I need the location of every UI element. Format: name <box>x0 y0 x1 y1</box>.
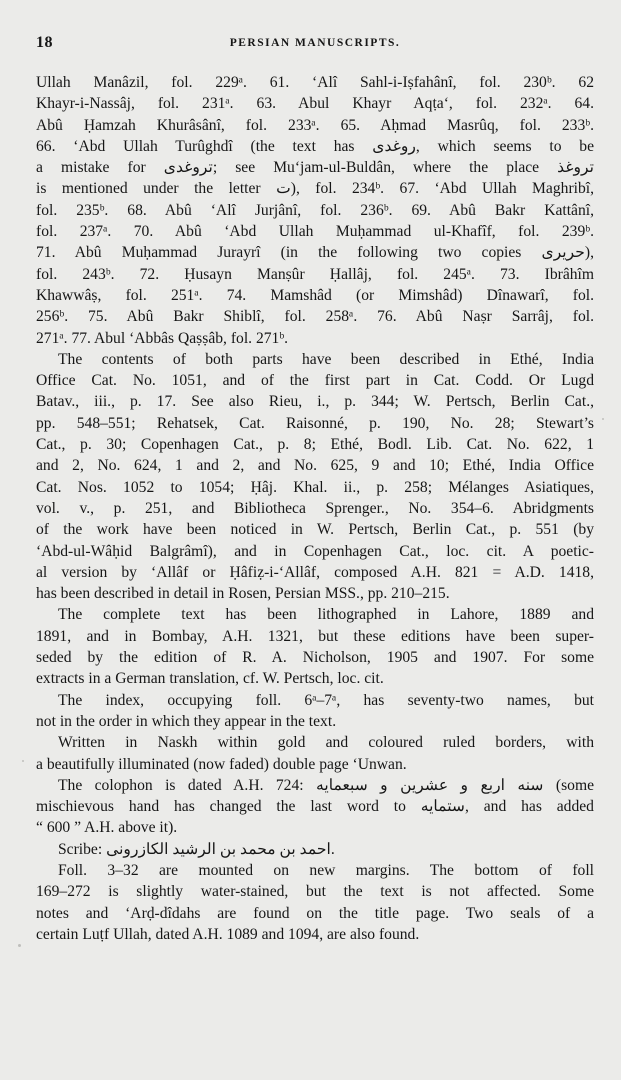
text-line: a beautifully illuminated (now faded) double page ‘Unwan. <box>36 755 407 773</box>
text-line: Batav., iii., p. 17. See also Rieu, i., p. 344; W. Pertsch, Berlin Cat., <box>36 393 594 411</box>
page-number: 18 <box>36 34 53 51</box>
text-line: 256ᵇ. 75. Abû Bakr Shiblî, fol. 258ᵃ. 76. Abû Naṣr Sarrâj, fol. <box>36 308 594 326</box>
text-line: Foll. 3–32 are mounted on new margins. The bottom of foll <box>58 861 594 879</box>
text-line: vol. v., p. 251, and Bibliotheca Sprenger., No. 354–6. Abridgments <box>36 499 594 517</box>
text-line: not in the order in which they appear in the text. <box>36 712 337 730</box>
text-line: Abû Ḥamzah Khurâsânî, fol. 233ᵃ. 65. Aḥmad Masrûq, fol. 233ᵇ. <box>36 116 594 134</box>
paper-speck <box>18 944 21 947</box>
text-line: The complete text has been lithographed in Lahore, 1889 and <box>58 606 594 624</box>
text-line: Cat. Nos. 1052 to 1054; Ḥâj. Khal. ii., p. 258; Mélanges Asiatiques, <box>36 478 594 496</box>
running-title: PERSIAN MANUSCRIPTS. <box>229 37 401 49</box>
text-line: a mistake for تروغدی; see Mu‘jam-ul-Buldân, where the place تروغذ <box>36 159 594 177</box>
text-line: 71. Abû Muḥammad Jurayrî (in the following two copies حریری), <box>36 244 594 262</box>
text-line: and 2, No. 624, 1 and 2, and No. 625, 9 and 10; Ethé, India Office <box>36 457 594 475</box>
text-line: fol. 235ᵇ. 68. Abû ‘Alî Jurjânî, fol. 236ᵇ. 69. Abû Bakr Kattânî, <box>36 201 594 219</box>
text-line: Cat., p. 30; Copenhagen Cat., p. 8; Ethé, Bodl. Lib. Cat. No. 622, 1 <box>36 436 594 454</box>
text-line: is mentioned under the letter ت), fol. 234ᵇ. 67. ‘Abd Ullah Maghribî, <box>36 180 594 198</box>
text-line: notes and ‘Arḍ-dîdahs are found on the title page. Two seals of a <box>36 904 594 922</box>
text-line: seded by the edition of R. A. Nicholson, 1905 and 1907. For some <box>36 649 594 667</box>
body-text <box>36 72 594 945</box>
text-line: Scribe: احمد بن محمد بن الرشید الکازرونی. <box>58 840 335 858</box>
text-line: fol. 237ᵃ. 70. Abû ‘Abd Ullah Muḥammad ul-Khafîf, fol. 239ᵇ. <box>36 223 594 241</box>
text-line: 169–272 is slightly water-stained, but the text is not affected. Some <box>36 883 594 901</box>
text-line: The index, occupying foll. 6ᵃ–7ᵃ, has seventy-two names, but <box>58 691 594 709</box>
text-line: Office Cat. No. 1051, and of the first part in Cat. Codd. Or Lugd <box>36 372 594 390</box>
paper-speck <box>22 760 24 762</box>
text-line: 66. ‘Abd Ullah Turûghdî (the text has روغدی, which seems to be <box>36 137 594 155</box>
text-line: “ 600 ” A.H. above it). <box>36 819 178 837</box>
text-line: pp. 548–551; Rehatsek, Cat. Raisonné, p. 190, No. 28; Stewart’s <box>36 414 594 432</box>
text-line: The contents of both parts have been described in Ethé, India <box>58 350 594 368</box>
text-line: Written in Naskh within gold and coloured ruled borders, with <box>58 734 594 752</box>
text-line: ‘Abd-ul-Wâḥid Balgrâmî), and in Copenhagen Cat., loc. cit. A poetic- <box>36 542 594 560</box>
text-line: extracts in a German translation, cf. W. Pertsch, loc. cit. <box>36 670 384 688</box>
text-line: certain Luṭf Ullah, dated A.H. 1089 and 1094, are also found. <box>36 925 420 943</box>
text-line: Khayr-i-Nassâj, fol. 231ᵃ. 63. Abul Khayr Aqṭa‘, fol. 232ᵃ. 64. <box>36 95 594 113</box>
text-line: The colophon is dated A.H. 724: سنه اربع و عشرین و سبعمایه (some <box>58 776 594 794</box>
text-line: has been described in detail in Rosen, Persian MSS., pp. 210–215. <box>36 585 450 603</box>
text-line: of the work have been noticed in W. Pertsch, Berlin Cat., p. 551 (by <box>36 521 594 539</box>
text-line: mischievous hand has changed the last word to ستمایه, and has added <box>36 798 594 816</box>
text-line: Khawwâṣ, fol. 251ᵃ. 74. Mamshâd (or Mimshâd) Dînawarî, fol. <box>36 286 594 304</box>
text-line: 271ᵃ. 77. Abul ‘Abbâs Qaṣṣâb, fol. 271ᵇ. <box>36 329 289 347</box>
text-line: al version by ‘Allâf or Ḥâfiẓ-i-‘Allâf, composed A.H. 821 = A.D. 1418, <box>36 563 594 581</box>
text-line: 1891, and in Bombay, A.H. 1321, but these editions have been super- <box>36 627 594 645</box>
paper-speck <box>602 418 604 420</box>
text-line: fol. 243ᵇ. 72. Ḥusayn Manṣûr Ḥallâj, fol. 245ᵃ. 73. Ibrâhîm <box>36 265 594 283</box>
page-header <box>36 34 594 56</box>
text-line: Ullah Manâzil, fol. 229ᵃ. 61. ‘Alî Sahl-i-Iṣfahânî, fol. 230ᵇ. 62 <box>36 74 594 91</box>
